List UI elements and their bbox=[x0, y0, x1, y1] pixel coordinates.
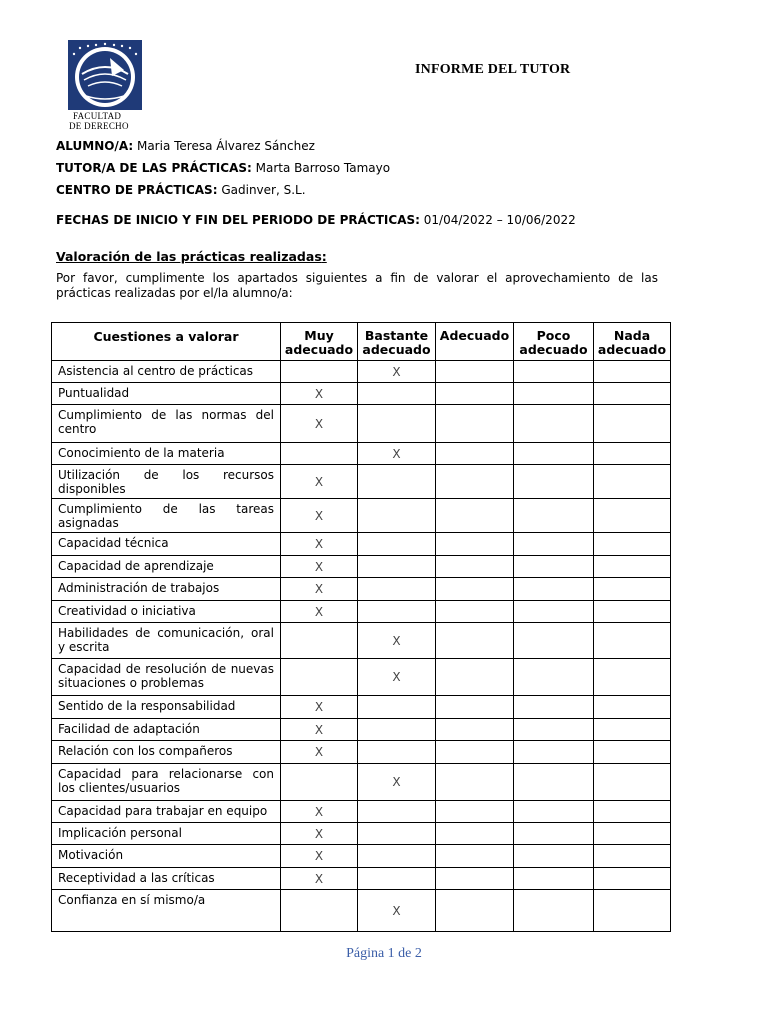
rating-mark: X bbox=[281, 383, 358, 405]
table-row bbox=[52, 578, 671, 601]
header-poco-adecuado: Poco adecuado bbox=[514, 323, 594, 361]
rating-cell bbox=[514, 623, 594, 659]
rating-mark: X bbox=[281, 823, 358, 845]
criterion-label: Implicación personal bbox=[52, 823, 281, 845]
criterion-label: Receptividad a las críticas bbox=[52, 868, 281, 890]
table-row bbox=[52, 405, 671, 443]
section-title bbox=[56, 249, 327, 264]
rating-cell bbox=[358, 601, 436, 623]
rating-mark: X bbox=[281, 601, 358, 623]
table-row bbox=[52, 499, 671, 533]
rating-cell bbox=[594, 659, 671, 696]
rating-cell bbox=[514, 696, 594, 719]
criterion-label: Conocimiento de la materia bbox=[52, 443, 281, 465]
rating-cell bbox=[436, 443, 514, 465]
rating-cell bbox=[594, 556, 671, 578]
criterion-label: Capacidad de aprendizaje bbox=[52, 556, 281, 578]
rating-cell bbox=[514, 868, 594, 890]
rating-cell bbox=[514, 719, 594, 741]
rating-mark: X bbox=[358, 890, 436, 932]
rating-cell bbox=[594, 465, 671, 499]
rating-cell bbox=[358, 823, 436, 845]
table-row bbox=[52, 823, 671, 845]
rating-mark: X bbox=[358, 361, 436, 383]
rating-cell bbox=[436, 623, 514, 659]
faculty-logo bbox=[68, 40, 142, 110]
table-row bbox=[52, 443, 671, 465]
table-row bbox=[52, 533, 671, 556]
criterion-label: Facilidad de adaptación bbox=[52, 719, 281, 741]
rating-cell bbox=[594, 499, 671, 533]
dates-field bbox=[56, 213, 576, 227]
rating-cell bbox=[436, 764, 514, 801]
rating-mark: X bbox=[281, 845, 358, 868]
rating-cell bbox=[514, 361, 594, 383]
rating-cell bbox=[436, 465, 514, 499]
rating-cell bbox=[358, 801, 436, 823]
logo-line-2: DE DERECHO bbox=[69, 121, 129, 131]
logo-caption bbox=[69, 111, 129, 131]
rating-cell bbox=[594, 623, 671, 659]
criterion-label: Puntualidad bbox=[52, 383, 281, 405]
rating-cell bbox=[514, 578, 594, 601]
rating-cell bbox=[358, 556, 436, 578]
rating-cell bbox=[281, 764, 358, 801]
rating-cell bbox=[594, 533, 671, 556]
center-value: Gadinver, S.L. bbox=[221, 183, 306, 197]
rating-cell bbox=[281, 659, 358, 696]
table-row bbox=[52, 361, 671, 383]
table-row bbox=[52, 890, 671, 932]
table-row bbox=[52, 623, 671, 659]
rating-cell bbox=[358, 465, 436, 499]
table-row bbox=[52, 696, 671, 719]
rating-cell bbox=[436, 361, 514, 383]
rating-cell bbox=[358, 578, 436, 601]
table-row bbox=[52, 383, 671, 405]
table-row bbox=[52, 764, 671, 801]
criterion-label: Capacidad de resolución de nuevas situaciones o problemas bbox=[52, 659, 281, 696]
rating-mark: X bbox=[358, 659, 436, 696]
rating-cell bbox=[594, 696, 671, 719]
rating-cell bbox=[436, 533, 514, 556]
rating-cell bbox=[436, 741, 514, 764]
rating-cell bbox=[514, 405, 594, 443]
rating-cell bbox=[358, 868, 436, 890]
dates-value: 01/04/2022 – 10/06/2022 bbox=[423, 213, 576, 227]
document-title: INFORME DEL TUTOR bbox=[415, 62, 571, 77]
table-row bbox=[52, 556, 671, 578]
student-label: ALUMNO/A: bbox=[56, 139, 134, 153]
rating-cell bbox=[358, 741, 436, 764]
rating-cell bbox=[358, 499, 436, 533]
rating-cell bbox=[594, 823, 671, 845]
rating-cell bbox=[514, 845, 594, 868]
rating-cell bbox=[514, 764, 594, 801]
rating-mark: X bbox=[358, 443, 436, 465]
criterion-label: Confianza en sí mismo/a bbox=[52, 890, 281, 932]
table-row bbox=[52, 868, 671, 890]
rating-cell bbox=[594, 764, 671, 801]
criterion-label: Cumplimiento de las tareas asignadas bbox=[52, 499, 281, 533]
header-questions: Cuestiones a valorar bbox=[52, 323, 281, 361]
rating-mark: X bbox=[281, 465, 358, 499]
rating-cell bbox=[594, 405, 671, 443]
criterion-label: Sentido de la responsabilidad bbox=[52, 696, 281, 719]
header-bastante-adecuado: Bastante adecuado bbox=[358, 323, 436, 361]
header-nada-adecuado: Nada adecuado bbox=[594, 323, 671, 361]
criterion-label: Relación con los compañeros bbox=[52, 741, 281, 764]
rating-cell bbox=[594, 383, 671, 405]
rating-mark: X bbox=[281, 868, 358, 890]
criterion-label: Asistencia al centro de prácticas bbox=[52, 361, 281, 383]
criterion-label: Motivación bbox=[52, 845, 281, 868]
rating-cell bbox=[436, 601, 514, 623]
rating-cell bbox=[514, 465, 594, 499]
rating-cell bbox=[281, 623, 358, 659]
table-body bbox=[52, 361, 671, 932]
rating-cell bbox=[514, 890, 594, 932]
rating-cell bbox=[436, 383, 514, 405]
table-row bbox=[52, 659, 671, 696]
page-number: Página 1 de 2 bbox=[346, 946, 422, 961]
rating-cell bbox=[436, 556, 514, 578]
rating-cell bbox=[514, 741, 594, 764]
table-header-row bbox=[52, 323, 671, 361]
criterion-label: Administración de trabajos bbox=[52, 578, 281, 601]
rating-cell bbox=[594, 868, 671, 890]
rating-mark: X bbox=[281, 533, 358, 556]
rating-cell bbox=[514, 443, 594, 465]
section-title-text: Valoración de las prácticas realizadas bbox=[56, 249, 322, 264]
logo-line-1: FACULTAD bbox=[73, 111, 122, 121]
rating-cell bbox=[594, 443, 671, 465]
rating-cell bbox=[436, 890, 514, 932]
rating-cell bbox=[358, 383, 436, 405]
criterion-label: Creatividad o iniciativa bbox=[52, 601, 281, 623]
rating-cell bbox=[436, 719, 514, 741]
rating-cell bbox=[281, 361, 358, 383]
criterion-label: Capacidad para relacionarse con los clientes/usuarios bbox=[52, 764, 281, 801]
criterion-label: Utilización de los recursos disponibles bbox=[52, 465, 281, 499]
rating-cell bbox=[594, 741, 671, 764]
rating-mark: X bbox=[281, 741, 358, 764]
tutor-value: Marta Barroso Tamayo bbox=[255, 161, 391, 175]
header-muy-adecuado: Muy adecuado bbox=[281, 323, 358, 361]
rating-cell bbox=[436, 801, 514, 823]
table-row bbox=[52, 465, 671, 499]
criterion-label: Cumplimiento de las normas del centro bbox=[52, 405, 281, 443]
tutor-label: TUTOR/A DE LAS PRÁCTICAS: bbox=[56, 161, 252, 175]
rating-cell bbox=[358, 719, 436, 741]
rating-cell bbox=[358, 845, 436, 868]
rating-cell bbox=[594, 719, 671, 741]
rating-mark: X bbox=[281, 556, 358, 578]
table-row bbox=[52, 601, 671, 623]
rating-cell bbox=[514, 659, 594, 696]
criterion-label: Habilidades de comunicación, oral y escrita bbox=[52, 623, 281, 659]
center-field bbox=[56, 183, 306, 197]
rating-cell bbox=[358, 405, 436, 443]
rating-mark: X bbox=[281, 499, 358, 533]
criterion-label: Capacidad para trabajar en equipo bbox=[52, 801, 281, 823]
header-adecuado: Adecuado bbox=[436, 323, 514, 361]
rating-cell bbox=[514, 601, 594, 623]
rating-cell bbox=[358, 696, 436, 719]
rating-cell bbox=[594, 801, 671, 823]
rating-cell bbox=[514, 801, 594, 823]
section-title-colon: : bbox=[321, 249, 327, 264]
rating-cell bbox=[436, 868, 514, 890]
table-row bbox=[52, 845, 671, 868]
rating-cell bbox=[436, 578, 514, 601]
rating-mark: X bbox=[281, 719, 358, 741]
rating-cell bbox=[436, 499, 514, 533]
rating-cell bbox=[594, 601, 671, 623]
dates-label: FECHAS DE INICIO Y FIN DEL PERIODO DE PRÁCTICAS: bbox=[56, 213, 420, 227]
rating-cell bbox=[514, 499, 594, 533]
table-row bbox=[52, 801, 671, 823]
evaluation-table bbox=[51, 322, 671, 932]
rating-mark: X bbox=[281, 801, 358, 823]
rating-mark: X bbox=[358, 623, 436, 659]
rating-cell bbox=[436, 845, 514, 868]
intro-paragraph: Por favor, cumplimente los apartados siguientes a fin de valorar el aprovechamiento de las prácticas realizadas por el/la alumno/a: bbox=[56, 271, 658, 300]
table-row bbox=[52, 719, 671, 741]
rating-cell bbox=[594, 845, 671, 868]
rating-cell bbox=[514, 533, 594, 556]
rating-cell bbox=[436, 659, 514, 696]
rating-mark: X bbox=[358, 764, 436, 801]
tutor-field bbox=[56, 161, 390, 175]
rating-cell bbox=[358, 533, 436, 556]
rating-mark: X bbox=[281, 578, 358, 601]
student-field bbox=[56, 139, 315, 153]
rating-cell bbox=[514, 556, 594, 578]
student-value: Maria Teresa Álvarez Sánchez bbox=[136, 139, 315, 153]
rating-cell bbox=[514, 383, 594, 405]
rating-cell bbox=[436, 823, 514, 845]
rating-cell bbox=[281, 443, 358, 465]
rating-mark: X bbox=[281, 405, 358, 443]
table-row bbox=[52, 741, 671, 764]
rating-cell bbox=[594, 361, 671, 383]
rating-cell bbox=[436, 696, 514, 719]
rating-cell bbox=[594, 890, 671, 932]
rating-cell bbox=[514, 823, 594, 845]
center-label: CENTRO DE PRÁCTICAS: bbox=[56, 183, 218, 197]
rating-cell bbox=[281, 890, 358, 932]
rating-cell bbox=[436, 405, 514, 443]
criterion-label: Capacidad técnica bbox=[52, 533, 281, 556]
rating-mark: X bbox=[281, 696, 358, 719]
rating-cell bbox=[594, 578, 671, 601]
